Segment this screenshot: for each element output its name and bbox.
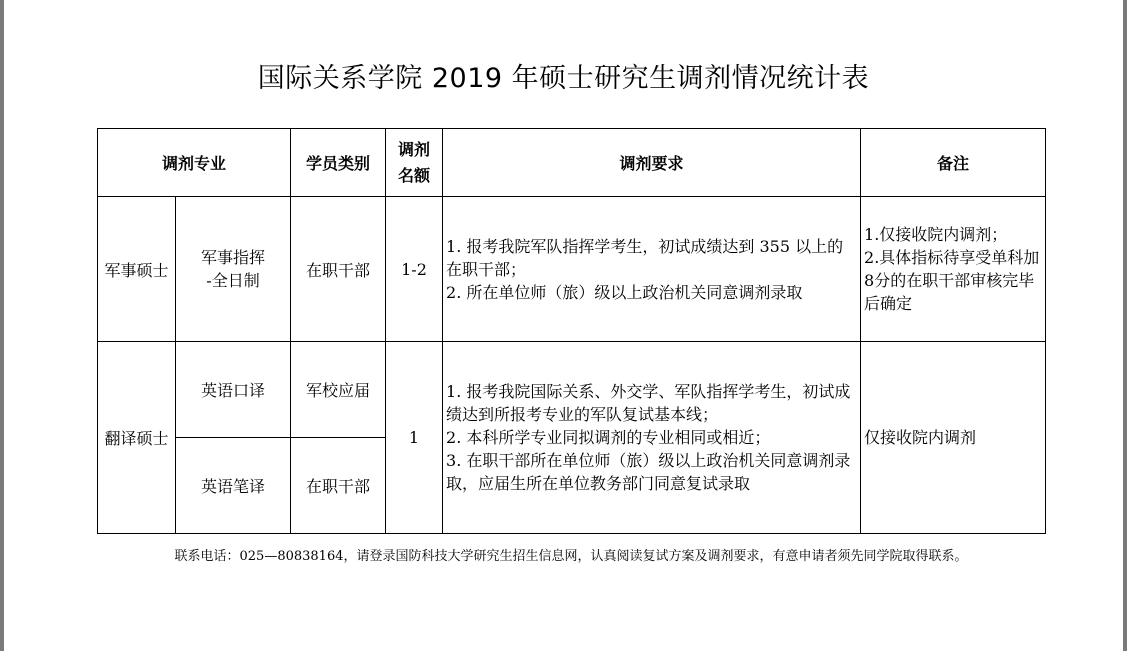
page-title: 国际关系学院 2019 年硕士研究生调剂情况统计表: [257, 63, 870, 94]
requirements-cell: [443, 342, 861, 534]
major-cell: 英语笔译: [176, 438, 291, 534]
notes-cell: 仅接收院内调剂: [861, 342, 1046, 534]
major-cell: [176, 197, 291, 342]
adjustment-table: [97, 128, 1046, 534]
table-row: [98, 197, 1046, 342]
header-major: 调剂专业: [98, 129, 291, 197]
header-quota-line1: 调剂: [398, 139, 431, 159]
requirement-item: 3. 在职干部所在单位师（旅）级以上政治机关同意调剂录取，应届生所在单位教务部门同意复试录取: [446, 451, 851, 493]
student-type-cell: 军校应届: [291, 342, 386, 438]
category-cell: 翻译硕士: [98, 342, 176, 534]
header-student-type: 学员类别: [291, 129, 386, 197]
requirement-item: 2. 所在单位师（旅）级以上政治机关同意调剂录取: [446, 282, 803, 302]
header-quota: [386, 129, 443, 197]
quota-cell: 1-2: [386, 197, 443, 342]
header-row: [98, 129, 1046, 197]
requirement-item: 1. 报考我院国际关系、外交学、军队指挥学考生，初试成绩达到所报考专业的军队复试基本线；: [446, 382, 851, 424]
table-row: [98, 342, 1046, 438]
requirements-cell: [443, 197, 861, 342]
category-cell: 军事硕士: [98, 197, 176, 342]
window-edge-right: [1123, 0, 1127, 651]
major-line2: -全日制: [206, 271, 260, 290]
note-item: 1.仅接收院内调剂；: [864, 225, 1008, 244]
quota-cell: 1: [386, 342, 443, 534]
major-line1: 军事指挥: [201, 248, 266, 267]
header-notes: 备注: [861, 129, 1046, 197]
requirement-item: 1. 报考我院军队指挥学考生，初试成绩达到 355 以上的在职干部；: [446, 236, 844, 279]
window-edge-left: [0, 0, 4, 651]
major-cell: 英语口译: [176, 342, 291, 438]
requirement-item: 2. 本科所学专业同拟调剂的专业相同或相近；: [446, 428, 771, 447]
note-item: 2.具体指标待享受单科加8分的在职干部审核完毕后确定: [864, 248, 1040, 313]
student-type-cell: 在职干部: [291, 197, 386, 342]
header-quota-line2: 名额: [398, 165, 431, 185]
contact-footer: 联系电话：025—80838164，请登录国防科技大学研究生招生信息网，认真阅读复试方案及调剂要求，有意申请者须先同学院取得联系。: [174, 549, 968, 564]
header-requirements: 调剂要求: [443, 129, 861, 197]
student-type-cell: 在职干部: [291, 438, 386, 534]
notes-cell: [861, 197, 1046, 342]
